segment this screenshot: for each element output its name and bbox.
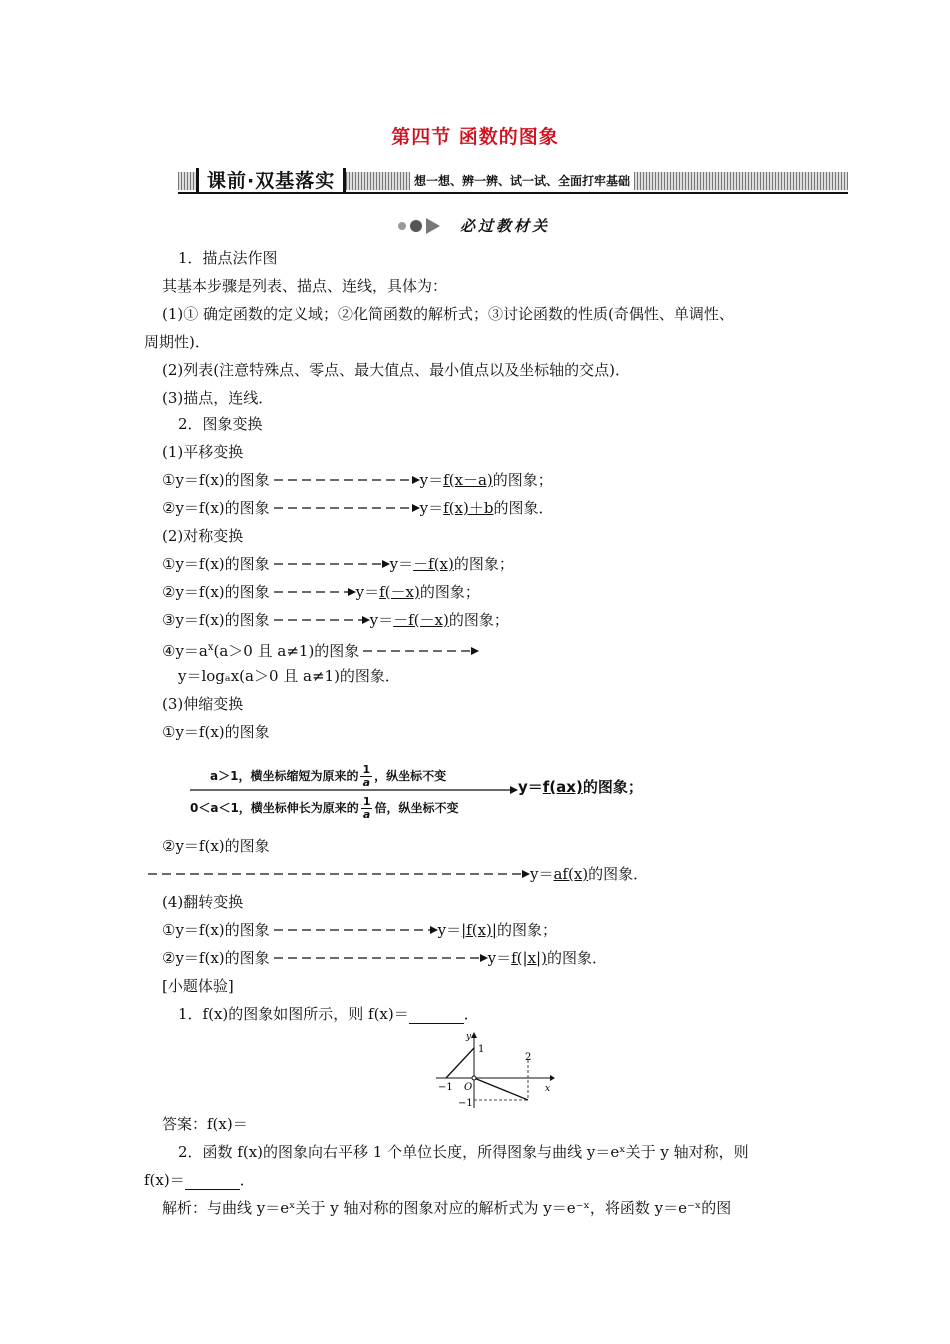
answer-blank <box>185 1175 240 1190</box>
origin-label: O <box>464 1082 473 1093</box>
axis-label-x: x <box>545 1084 551 1094</box>
line-y: y＝ <box>487 949 512 967</box>
line-lhs: ②y＝f(x)的图象 <box>162 499 270 517</box>
tick-label: −1 <box>458 1098 473 1109</box>
line-end: 的图象． <box>588 865 649 883</box>
banner-subtitle: 想一想、辨一辨、试一试、全面打牢基础 <box>410 172 634 190</box>
question-1 <box>178 1004 479 1024</box>
transform-line <box>162 920 557 940</box>
result-end: 的图象； <box>582 778 643 796</box>
text-line: ②y＝f(x)的图象 <box>162 837 270 855</box>
question-text: 1．f(x)的图象如图所示，则 f(x)＝ <box>178 1005 409 1023</box>
text-line: (3)描点，连线． <box>162 389 274 407</box>
line-end: 的图象； <box>419 583 480 601</box>
fraction-denominator: a <box>362 808 371 821</box>
transform-line <box>144 864 648 884</box>
text-line: (2)列表(注意特殊点、零点、最大值点、最小值点以及坐标轴的交点)． <box>162 361 630 379</box>
line-end: 的图象； <box>448 611 509 629</box>
line-end: 的图象； <box>496 921 557 939</box>
text-line: 周期性)． <box>144 333 210 351</box>
subheading: (1)平移变换 <box>162 443 244 461</box>
answer: af(x) <box>553 865 589 883</box>
banner-rule <box>178 192 848 194</box>
arrow-top-text-2: ，纵坐标不变 <box>374 769 447 783</box>
heading-2: 2．图象变换 <box>178 415 263 433</box>
dashed-arrow-icon <box>270 953 488 963</box>
line-lhs: ②y＝f(x)的图象 <box>162 949 270 967</box>
question-text: f(x)＝ <box>144 1171 185 1189</box>
line-lhs: ①y＝f(x)的图象 <box>162 921 270 939</box>
line-y: y＝ <box>369 611 394 629</box>
dashed-arrow-icon <box>270 475 420 485</box>
subheading: (4)翻转变换 <box>162 893 244 911</box>
line-lhs: ②y＝f(x)的图象 <box>162 583 270 601</box>
text-line: 其基本步骤是列表、描点、连线，具体为： <box>162 277 448 295</box>
line-end: 的图象． <box>493 499 554 517</box>
question-2-cont <box>144 1170 255 1190</box>
line-y: y＝ <box>355 583 380 601</box>
line-y: y＝ <box>419 471 444 489</box>
arrow-bottom-text-2: 倍，纵坐标不变 <box>374 801 459 815</box>
solid-arrow-icon <box>190 785 518 795</box>
transform-line <box>162 554 514 574</box>
answer: f(|x|) <box>511 949 547 967</box>
axis-label-y: y <box>466 1032 472 1042</box>
banner-title: 课前·双基落实 <box>196 168 346 194</box>
transform-line <box>162 582 480 602</box>
fraction <box>361 796 373 821</box>
page-title: 第四节 函数的图象 <box>391 126 559 148</box>
arrow-result <box>518 776 643 797</box>
text-line: (1)① 确定函数的定义域；②化简函数的解析式；③讨论函数的性质(奇偶性、单调性、 <box>162 305 734 323</box>
tick-label: −1 <box>438 1082 453 1093</box>
fraction-denominator: a <box>362 776 370 789</box>
answer-1: 答案：f(x)＝ <box>162 1115 248 1133</box>
transform-line <box>162 470 553 490</box>
answer: f(ax) <box>542 778 583 796</box>
section-label: 必过教材关 <box>460 217 551 235</box>
answer: －f(x) <box>413 555 454 573</box>
function-graph-figure <box>430 1030 555 1110</box>
scale-transform-arrow <box>190 758 710 828</box>
text-line: ①y＝f(x)的图象 <box>162 723 270 741</box>
line-end: 的图象． <box>546 949 607 967</box>
dashed-arrow-icon <box>270 615 370 625</box>
line-end: 的图象； <box>453 555 514 573</box>
arrow-top-text: a＞1，横坐标缩短为原来的 <box>210 769 359 783</box>
section-banner <box>178 168 848 194</box>
transform-line <box>162 638 479 661</box>
tick-label: 1 <box>478 1044 485 1055</box>
answer: f(－x) <box>379 583 420 601</box>
arrow-bottom-text: 0＜a＜1，横坐标伸长为原来的 <box>190 801 359 815</box>
line-y: y＝ <box>419 499 444 517</box>
transform-line <box>162 948 607 968</box>
line-lhs: ①y＝f(x)的图象 <box>162 471 270 489</box>
tick-label: 2 <box>525 1052 532 1063</box>
line-lhs-rest: (a＞0 且 a≠1)的图象 <box>213 642 360 660</box>
transform-line <box>162 498 553 518</box>
question-end: ． <box>463 1005 479 1023</box>
line-lhs: ③y＝f(x)的图象 <box>162 611 270 629</box>
line-lhs: ④y＝a <box>162 642 208 660</box>
line-end: 的图象； <box>492 471 553 489</box>
question-end: ． <box>239 1171 255 1189</box>
line-lhs: ①y＝f(x)的图象 <box>162 555 270 573</box>
heading-1: 1．描点法作图 <box>178 249 278 267</box>
solution: 解析：与曲线 y＝eˣ关于 y 轴对称的图象对应的解析式为 y＝e⁻ˣ，将函数 y＝e⁻ˣ的图 <box>162 1199 732 1217</box>
answer-blank <box>409 1009 464 1024</box>
answer: －f(－x) <box>393 611 449 629</box>
line-y: y＝ <box>530 865 554 883</box>
arrow-bottom-label <box>190 796 458 821</box>
result-y: y＝ <box>518 778 543 796</box>
dashed-arrow-icon <box>359 646 479 656</box>
bullet-dots-icon <box>396 217 456 235</box>
transform-line <box>162 610 509 630</box>
dashed-arrow-icon <box>270 559 390 569</box>
line-y: y＝ <box>389 555 414 573</box>
answer: |f(x)| <box>461 921 497 939</box>
section-tag: [小题体验] <box>162 977 234 995</box>
question-2: 2．函数 f(x)的图象向右平移 1 个单位长度，所得图象与曲线 y＝eˣ关于 y 轴对称，则 <box>178 1143 749 1161</box>
fraction-numerator: 1 <box>362 763 371 776</box>
line-y: y＝ <box>437 921 462 939</box>
subheading: (3)伸缩变换 <box>162 695 244 713</box>
dashed-arrow-icon <box>144 869 530 879</box>
answer: f(x－a) <box>443 471 493 489</box>
answer: f(x)＋b <box>443 499 494 517</box>
superscript: x <box>207 642 214 653</box>
dashed-arrow-icon <box>270 587 356 597</box>
dashed-arrow-icon <box>270 925 438 935</box>
fraction-numerator: 1 <box>362 795 371 808</box>
text-line: y＝logₐx(a＞0 且 a≠1)的图象． <box>178 667 400 685</box>
subheading: (2)对称变换 <box>162 527 244 545</box>
dashed-arrow-icon <box>270 503 420 513</box>
